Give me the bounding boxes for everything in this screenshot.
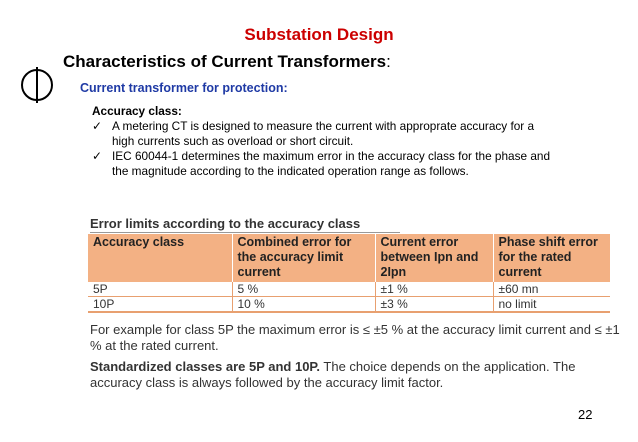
- slide-heading: [63, 52, 391, 72]
- table-cell: no limit: [493, 297, 610, 313]
- heading-text: Characteristics of Current Transformers: [63, 52, 387, 71]
- accuracy-class-label: Accuracy class:: [92, 104, 182, 118]
- table-header-row: [88, 234, 610, 282]
- content-block: [92, 104, 552, 179]
- bullet-text: A metering CT is designed to measure the current with approprate accuracy for a high currents such as overload or short circuit.: [112, 119, 535, 148]
- bullet-text: IEC 60044-1 determines the maximum error in the accuracy class for the phase and the magnitude according to the indicated operation range as follows.: [112, 149, 551, 178]
- table-note-standard: [90, 359, 620, 391]
- bullet-item: [92, 149, 552, 179]
- table-cell: 10P: [88, 297, 232, 313]
- standard-classes-text: Standardized classes are 5P and 10P.: [90, 359, 321, 374]
- table-cell: 10 %: [232, 297, 375, 313]
- phi-icon: [19, 67, 55, 103]
- table-row: [88, 282, 610, 297]
- table-title: Error limits according to the accuracy class: [90, 216, 361, 231]
- table-row: [88, 297, 610, 313]
- table-cell: 5 %: [232, 282, 375, 297]
- heading-colon: :: [386, 52, 391, 71]
- table-header-cell: Accuracy class: [88, 234, 232, 282]
- table-cell: 5P: [88, 282, 232, 297]
- slide-subheading: Current transformer for protection:: [80, 81, 288, 95]
- bullet-item: [92, 119, 552, 149]
- table-header-cell: Combined error for the accuracy limit current: [232, 234, 375, 282]
- table-cell: ±3 %: [375, 297, 493, 313]
- page-number: 22: [578, 407, 593, 422]
- table-header-cell: Phase shift error for the rated current: [493, 234, 610, 282]
- checkmark-icon: ✓: [92, 149, 102, 163]
- checkmark-icon: ✓: [92, 119, 102, 133]
- table-cell: ±60 mn: [493, 282, 610, 297]
- table-cell: ±1 %: [375, 282, 493, 297]
- slide-title: Substation Design: [244, 25, 394, 44]
- table-header-cell: Current error between Ipn and 2Ipn: [375, 234, 493, 282]
- standard-classes-rest: The choice depends on the application. The accuracy class is always followed by the accuracy limit factor.: [90, 359, 576, 390]
- error-limits-table: [88, 234, 610, 313]
- table-note: For example for class 5P the maximum error is ≤ ±5 % at the accuracy limit current and ≤ ±1 % at the rated current.: [90, 322, 620, 353]
